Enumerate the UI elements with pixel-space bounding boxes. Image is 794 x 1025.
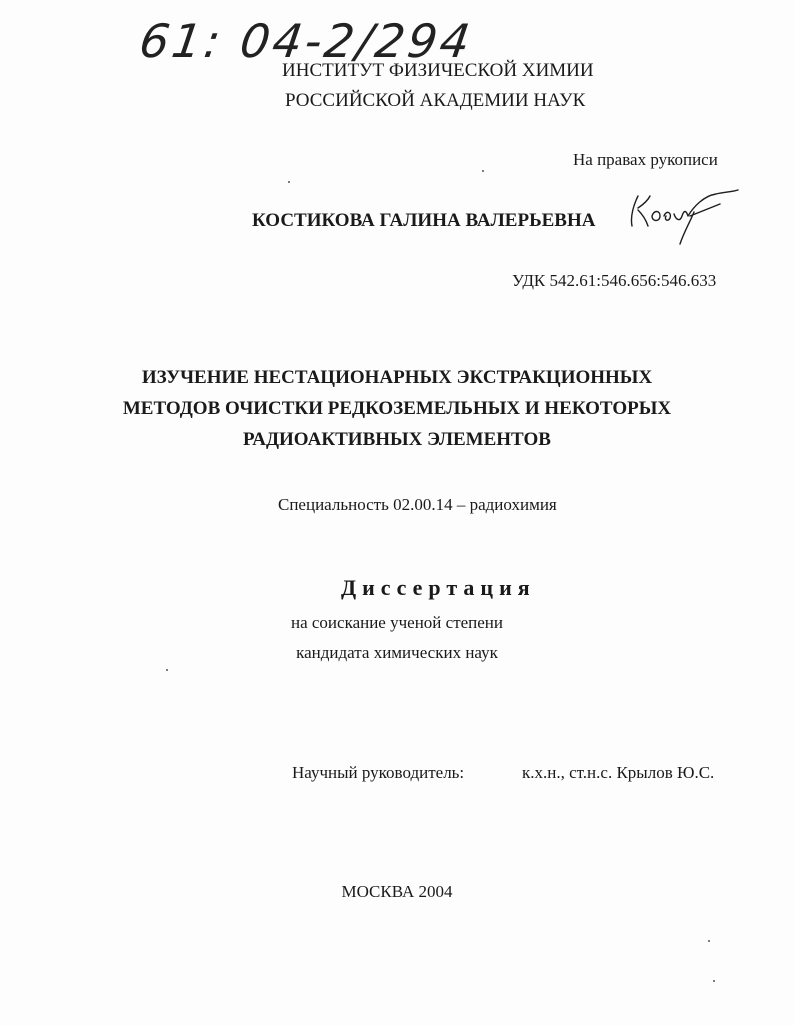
academy-name: РОССИЙСКОЙ АКАДЕМИИ НАУК xyxy=(285,90,586,111)
scan-speck xyxy=(708,940,710,942)
title-line: МЕТОДОВ ОЧИСТКИ РЕДКОЗЕМЕЛЬНЫХ И НЕКОТОРЫХ xyxy=(122,398,672,419)
institute-name: ИНСТИТУТ ФИЗИЧЕСКОЙ ХИМИИ xyxy=(282,60,594,81)
dissertation-title xyxy=(0,362,794,455)
author-name: КОСТИКОВА ГАЛИНА ВАЛЕРЬЕВНА xyxy=(252,210,596,231)
title-line: РАДИОАКТИВНЫХ ЭЛЕМЕНТОВ xyxy=(243,429,551,450)
author-signature xyxy=(624,186,740,248)
manuscript-rights-note: На правах рукописи xyxy=(573,150,718,169)
degree-line: кандидата химических наук xyxy=(296,643,498,662)
scan-speck xyxy=(166,669,168,671)
udc-code: УДК 542.61:546.656:546.633 xyxy=(512,271,717,290)
city-year: МОСКВА 2004 xyxy=(341,882,453,901)
title-line: ИЗУЧЕНИЕ НЕСТАЦИОНАРНЫХ ЭКСТРАКЦИОННЫХ xyxy=(141,367,653,388)
specialty: Специальность 02.00.14 – радиохимия xyxy=(278,495,557,514)
archive-handwritten-mark: 61: 04-2/294 xyxy=(136,14,477,68)
degree-line: на соискание ученой степени xyxy=(290,613,504,632)
supervisor-label: Научный руководитель: xyxy=(292,763,465,782)
scan-speck xyxy=(288,181,290,183)
document-type: Диссертация xyxy=(341,575,536,600)
scan-speck xyxy=(713,980,715,982)
scan-speck xyxy=(482,170,484,172)
supervisor-name: к.х.н., ст.н.с. Крылов Ю.С. xyxy=(522,763,715,782)
